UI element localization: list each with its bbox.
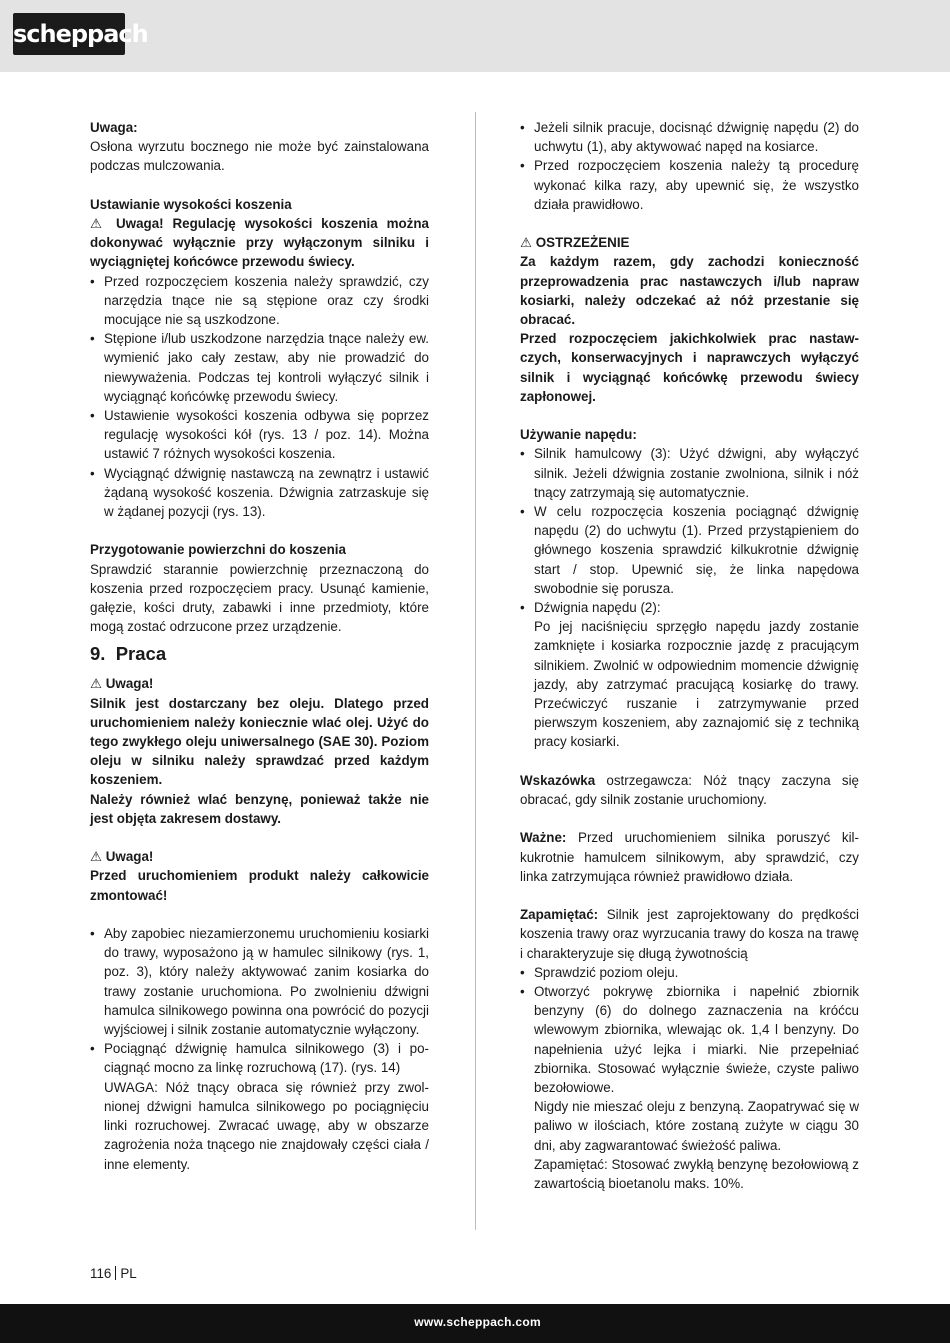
list-item: • W celu rozpoczęcia koszenia pociągnąć dźwignię napędu (2) do uchwytu (1). Przed przystąpieniem do głównego koszenia sprawdzić kilkukrotnie dźwignię start / stop. Upewnić się, że linka napędowa swobodnie się porusza. xyxy=(520,502,859,598)
warning-text-1: Za każdym razem, gdy zachodzi konieczność przeprowadzenia prac nastawczych i/lub napraw kosiarki, należy odczekać aż nóż przestanie się obracać. xyxy=(520,254,859,328)
fuel-note-1: Nigdy nie mieszać oleju z benzyną. Zaopatrywać się w paliwo w ilościach, które zostaną zużyte w ciągu 30 dni, aby zagwarantować świeżość paliwa. xyxy=(534,1099,859,1153)
drive-usage-list xyxy=(520,444,859,751)
column-divider xyxy=(475,112,476,1230)
page-number: 116 PL xyxy=(90,1266,137,1281)
fuel-list xyxy=(520,963,859,1193)
cutting-height-warning: ⚠ Uwaga! Regulację wysokości koszenia można dokonywać wyłącznie przy wyłączonym silniku i wyciągniętej końcówce przewodu świecy. xyxy=(90,216,429,270)
assembly-warning-heading: ⚠ Uwaga! xyxy=(90,849,154,865)
drive-activation-list xyxy=(520,118,859,214)
list-item: • Przed rozpoczęciem koszenia należy tą procedurę wykonać kilka razy, aby upewnić się, że wszystko działa prawidłowo. xyxy=(520,156,859,214)
right-column xyxy=(520,118,859,1193)
fuel-warning-text: Należy również wlać benzynę, ponieważ także nie jest objęta zakresem dostawy. xyxy=(90,791,429,826)
list-item: • Ustawienie wysokości koszenia odbywa się poprzez regulację wysokości kół (rys. 13 / poz. 14). Można ustawić 7 różnych wysokości koszenia. xyxy=(90,406,429,464)
warning-triangle-icon: ⚠ xyxy=(520,235,533,251)
uwaga-text: Osłona wyrzutu bocznego nie może być zainstalowana podczas mulczowania. xyxy=(90,139,429,174)
list-item: • Aby zapobiec niezamierzonemu uruchomieniu kosiarki do trawy, wyposażono ją w hamulec silnikowy (rys. 1, poz. 3), który należy aktywować zanim kosiarka do trawy zostanie uruchomiona. Po zwolnieniu dźwigni hamulca silnikowego powinna ona powrócić do pozycji wyjściowej i silnik zostanie automatycznie wyłączony. xyxy=(90,924,429,1039)
warning-heading: ⚠ OSTRZEŻENIE xyxy=(520,235,630,251)
oil-warning-heading: ⚠ Uwaga! xyxy=(90,676,154,692)
left-column xyxy=(90,118,429,1174)
operation-list xyxy=(90,924,429,1174)
cutting-height-heading: Ustawianie wysokości koszenia xyxy=(90,196,292,212)
fuel-note-2: Zapamiętać: Stosować zwykłą benzynę bezołowiową z zawartością bioetanolu maks. 10%. xyxy=(534,1156,859,1192)
hint-paragraph: Wskazówka ostrzegawcza: Nóż tnący zaczyna się obracać, gdy silnik zostanie uruchomiony. xyxy=(520,772,859,808)
footer-bar xyxy=(0,1304,950,1343)
drive-usage-heading: Używanie napędu: xyxy=(520,427,637,443)
warning-triangle-icon: ⚠ xyxy=(90,216,108,231)
start-note: UWAGA: Nóż tnący obraca się również przy zwolnionej dźwigni hamulca silnikowego po pociągnięciu linki rozruchowej. Zwracać uwagę, aby w obszarze zagrożenia noża tnącego nie znajdowały części ciała / inne elementy. xyxy=(104,1079,429,1172)
warning-text-2: Przed rozpoczęciem jakichkolwiek prac nastawczych, konserwacyjnych i naprawczych wyłączyć silnik i wyciągnąć końcówkę przewodu świecy zapłonowej. xyxy=(520,331,859,404)
list-item: • Otworzyć pokrywę zbiornika i napełnić zbiornik benzyny (6) do dolnego zaznaczenia na króćcu wlewowym zbiornika, wlewając ok. 1,4 l benzyny. Do napełnienia użyć lejka i miarki. Nie przepełniać zbiornika. Stosować wyłącznie świeże, czyste paliwo bezołowiowe. Nigdy nie mieszać oleju z benzyną. Zaopatrywać się w paliwo w ilościach, które zostaną zużyte w ciągu 30 dni, aby zagwarantować świeżość paliwa. Zapamiętać: Stosować zwykłą benzynę bezołowiową z zawartością bioetanolu maks. 10%. xyxy=(520,982,859,1193)
surface-prep-text: Sprawdzić starannie powierzchnię przeznaczoną do koszenia przed rozpoczęciem pracy. Usunąć kamienie, gałęzie, kości druty, zabawki i inne przedmioty, które mogą zostać odrzucone przez urządzenie. xyxy=(90,561,429,635)
remember-paragraph: Zapamiętać: Silnik jest zaprojektowany do prędkości koszenia trawy oraz wyrzucania trawy do kosza na trawę i charakteryzuje się długą żywotnością xyxy=(520,907,859,961)
warning-triangle-icon: ⚠ xyxy=(90,849,103,865)
brand-logo: scheppach xyxy=(13,13,125,55)
cutting-height-list xyxy=(90,272,429,522)
surface-prep-heading: Przygotowanie powierzchni do koszenia xyxy=(90,542,346,558)
uwaga-heading: Uwaga: xyxy=(90,120,138,135)
list-item: • Jeżeli silnik pracuje, docisnąć dźwignię napędu (2) do uchwytu (1), aby aktywować napęd na kosiarce. xyxy=(520,118,859,156)
drive-lever-description: Po jej naciśnięciu sprzęgło napędu jazdy zostanie zamknięte i kosiarka rozpocznie jazdę z pracującym silnikiem. Zwolnić w odpowiednim momencie dźwignię jazdy, aby zatrzymać pracującą kosiarkę do trawy. Przećwiczyć ruszanie i zatrzymywanie przed pierwszym koszeniem, aby zaznajomić się z techniką pracy kosiarki. xyxy=(534,619,859,750)
list-item: • Silnik hamulcowy (3): Użyć dźwigni, aby wyłączyć silnik. Jeżeli dźwignia zostanie zwolniona, silnik i nóż tnący zatrzymają się automatycznie. xyxy=(520,444,859,502)
list-item: • Stępione i/lub uszkodzone narzędzia tnące należy ew. wymienić jako cały zestaw, aby nie prowadzić do niewyważenia. Podczas tej kontroli wyłączyć silnik i wyciągnąć końcówkę przewodu świecy. xyxy=(90,329,429,406)
website-url: www.scheppach.com xyxy=(414,1315,541,1329)
list-item: • Wyciągnąć dźwignię nastawczą na zewnątrz i ustawić żądaną wysokość koszenia. Dźwignia zatrzaskuje się w żądanej pozycji (rys. 13). xyxy=(90,464,429,522)
list-item: • Pociągnąć dźwignię hamulca silnikowego (3) i pociągnąć mocno za linkę rozruchową (17). (rys. 14) UWAGA: Nóż tnący obraca się również przy zwolnionej dźwigni hamulca silnikowego po pociągnięciu linki rozruchowej. Zwracać uwagę, aby w obszarze zagrożenia noża tnącego nie znajdowały części ciała / inne elementy. xyxy=(90,1039,429,1173)
warning-triangle-icon: ⚠ xyxy=(90,676,103,692)
header-bar xyxy=(0,0,950,72)
section-heading-praca: 9. Praca xyxy=(90,643,167,665)
list-item: • Sprawdzić poziom oleju. xyxy=(520,963,859,982)
oil-warning-text: Silnik jest dostarczany bez oleju. Dlatego przed uruchomieniem należy koniecznie wlać olej. Użyć do tego zwykłego oleju uniwersalnego (SAE 30). Poziom oleju w silniku należy sprawdzać przed każdym koszeniem. xyxy=(90,695,429,788)
assembly-warning-text: Przed uruchomieniem produkt należy całkowicie zmontować! xyxy=(90,868,429,903)
list-item: • Przed rozpoczęciem koszenia należy sprawdzić, czy narzędzia tnące nie są stępione oraz czy środki mocujące nie są uszkodzone. xyxy=(90,272,429,330)
list-item: • Dźwignia napędu (2): Po jej naciśnięciu sprzęgło napędu jazdy zostanie zamknięte i kosiarka rozpocznie jazdę z pracującym silnikiem. Zwolnić w odpowiednim momencie dźwignię jazdy, aby zatrzymać pracującą kosiarkę do trawy. Przećwiczyć ruszanie i zatrzymywanie przed pierwszym koszeniem, aby zaznajomić się z techniką pracy kosiarki. xyxy=(520,598,859,752)
important-paragraph: Ważne: Przed uruchomieniem silnika poruszyć kilkukrotnie hamulcem silnikowym, aby sprawdzić, czy linka zatrzymująca również prawidłowo działa. xyxy=(520,830,859,884)
